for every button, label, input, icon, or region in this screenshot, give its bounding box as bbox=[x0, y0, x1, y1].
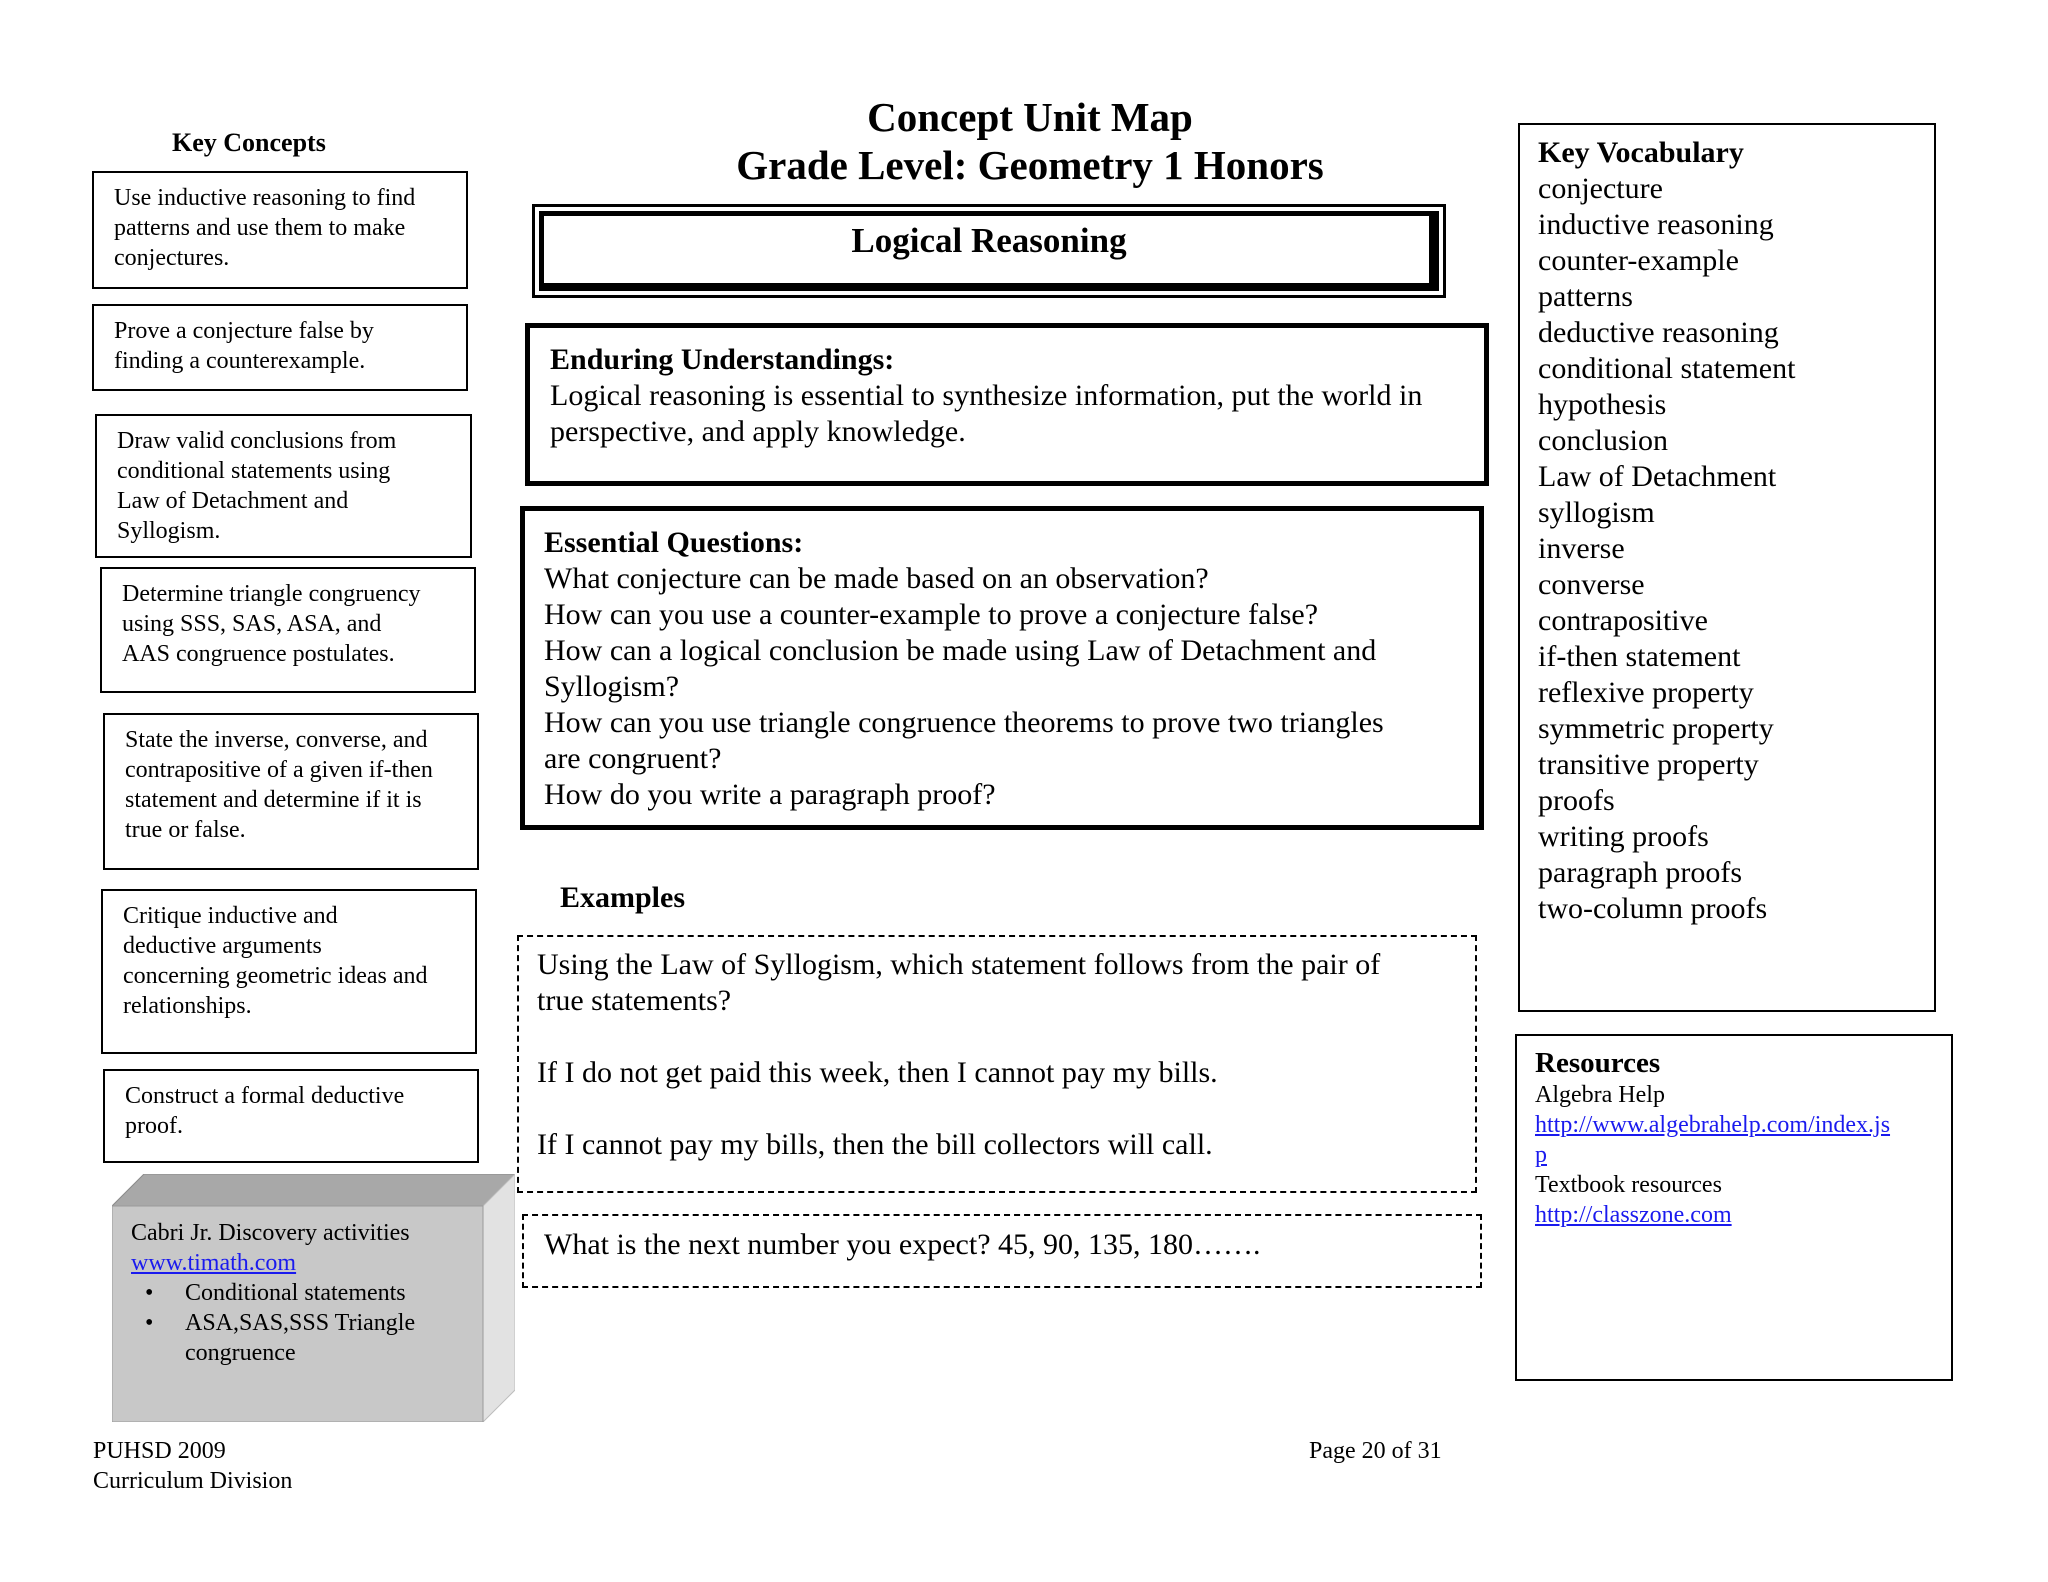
vocabulary-heading: Key Vocabulary bbox=[1538, 136, 1744, 169]
enduring-understandings-box bbox=[525, 323, 1489, 486]
vocabulary-item: converse bbox=[1538, 568, 1645, 601]
key-concept-2: Prove a conjecture false by finding a counterexample. bbox=[92, 304, 468, 391]
resource-label-textbook: Textbook resources bbox=[1535, 1172, 1722, 1198]
resource-label-algebra: Algebra Help bbox=[1535, 1082, 1665, 1108]
essential-question: are congruent? bbox=[544, 742, 722, 775]
enduring-line: Logical reasoning is essential to synthesize information, put the world in bbox=[550, 379, 1423, 412]
unit-title-box bbox=[532, 204, 1446, 298]
footer-org bbox=[93, 1436, 292, 1496]
cabri-bullet-1: • Conditional statements bbox=[131, 1278, 476, 1308]
essential-question: How can you use triangle congruence theorems to prove two triangles bbox=[544, 706, 1384, 739]
vocabulary-item: transitive property bbox=[1538, 748, 1759, 781]
vocabulary-item: counter-example bbox=[1538, 244, 1739, 277]
examples-heading: Examples bbox=[560, 881, 686, 914]
algebrahelp-link[interactable]: http://www.algebrahelp.com/index.js bbox=[1535, 1112, 1891, 1138]
vocabulary-item: paragraph proofs bbox=[1538, 856, 1743, 889]
vocabulary-item: inductive reasoning bbox=[1538, 208, 1774, 241]
key-concept-3: Draw valid conclusions from conditional statements using Law of Detachment and Syllogism. bbox=[95, 414, 472, 558]
enduring-line: perspective, and apply knowledge. bbox=[550, 415, 966, 448]
essential-question: How can you use a counter-example to prove a conjecture false? bbox=[544, 598, 1319, 631]
essential-question: How can a logical conclusion be made using Law of Detachment and bbox=[544, 634, 1377, 667]
key-concept-5: State the inverse, converse, and contrapositive of a given if-then statement and determine if it is true or false. bbox=[103, 713, 479, 870]
vocabulary-item: deductive reasoning bbox=[1538, 316, 1779, 349]
enduring-heading: Enduring Understandings: bbox=[550, 343, 895, 376]
example-box-2: What is the next number you expect? 45, 90, 135, 180……. bbox=[522, 1214, 1482, 1288]
classzone-link[interactable]: http://classzone.com bbox=[1535, 1202, 1732, 1228]
page-number: Page 20 of 31 bbox=[1309, 1438, 1442, 1464]
bullet-icon: • bbox=[145, 1310, 154, 1336]
example-box-1: Using the Law of Syllogism, which statement follows from the pair of true statements? If I do not get paid this week, then I cannot pay my bills. If I cannot pay my bills, then the bill collectors will call. bbox=[517, 935, 1477, 1193]
footer-division: Curriculum Division bbox=[93, 1468, 293, 1494]
vocabulary-item: writing proofs bbox=[1538, 820, 1709, 853]
cabri-activities-box bbox=[112, 1174, 515, 1422]
vocabulary-list bbox=[1538, 171, 1916, 927]
key-concepts-heading: Key Concepts bbox=[172, 128, 326, 157]
vocabulary-item: if-then statement bbox=[1538, 640, 1741, 673]
essential-question: What conjecture can be made based on an observation? bbox=[544, 562, 1209, 595]
vocabulary-item: symmetric property bbox=[1538, 712, 1774, 745]
essential-question: Syllogism? bbox=[544, 670, 680, 703]
cabri-title: Cabri Jr. Discovery activities bbox=[131, 1220, 410, 1246]
vocabulary-item: conclusion bbox=[1538, 424, 1668, 457]
vocabulary-item: conditional statement bbox=[1538, 352, 1796, 385]
vocabulary-item: patterns bbox=[1538, 280, 1633, 313]
vocabulary-item: contrapositive bbox=[1538, 604, 1708, 637]
page-title: Concept Unit Map bbox=[867, 94, 1193, 140]
vocabulary-item: inverse bbox=[1538, 532, 1625, 565]
key-concept-1: Use inductive reasoning to find patterns and use them to make conjectures. bbox=[92, 171, 468, 289]
essential-questions-box bbox=[520, 506, 1484, 830]
resources-box bbox=[1515, 1034, 1953, 1381]
vocabulary-item: Law of Detachment bbox=[1538, 460, 1777, 493]
key-concept-6: Critique inductive and deductive arguments concerning geometric ideas and relationships. bbox=[101, 889, 477, 1054]
unit-title: Logical Reasoning bbox=[851, 221, 1127, 260]
vocabulary-item: two-column proofs bbox=[1538, 892, 1768, 925]
key-concept-4: Determine triangle congruency using SSS, SAS, ASA, and AAS congruence postulates. bbox=[100, 567, 476, 693]
bullet-icon: • bbox=[145, 1280, 154, 1306]
key-vocabulary-box bbox=[1518, 123, 1936, 1012]
essential-heading: Essential Questions: bbox=[544, 526, 804, 559]
cabri-bullet-2: • ASA,SAS,SSS Triangle congruence bbox=[131, 1308, 476, 1368]
resources-heading: Resources bbox=[1535, 1047, 1661, 1079]
vocabulary-item: hypothesis bbox=[1538, 388, 1667, 421]
vocabulary-item: proofs bbox=[1538, 784, 1615, 817]
key-concept-7: Construct a formal deductive proof. bbox=[103, 1069, 479, 1163]
vocabulary-item: syllogism bbox=[1538, 496, 1655, 529]
essential-question: How do you write a paragraph proof? bbox=[544, 778, 996, 811]
grade-level-title: Grade Level: Geometry 1 Honors bbox=[736, 142, 1324, 188]
timath-link[interactable]: www.timath.com bbox=[131, 1250, 297, 1276]
footer-org-name: PUHSD 2009 bbox=[93, 1438, 226, 1464]
vocabulary-item: conjecture bbox=[1538, 172, 1663, 205]
vocabulary-item: reflexive property bbox=[1538, 676, 1754, 709]
algebrahelp-link-cont[interactable]: p bbox=[1535, 1142, 1547, 1168]
